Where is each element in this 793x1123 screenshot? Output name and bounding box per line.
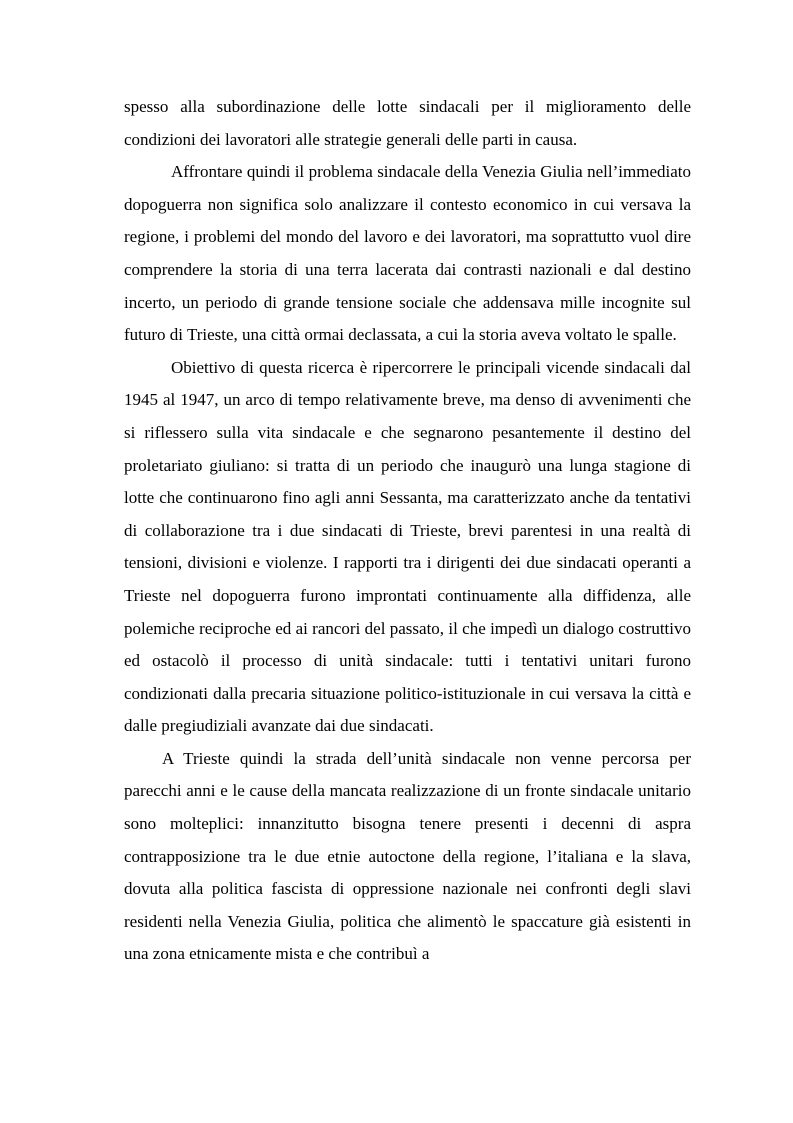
paragraph-problem-statement: Affrontare quindi il problema sindacale della Venezia Giulia nell’immediato dopoguerra non significa solo analizzare il contesto economico in cui versava la regione, i problemi del mondo del lavoro e dei lavoratori, ma soprattutto vuol dire comprendere la storia di una terra lacerata dai contrasti nazionali e dal destino incerto, un periodo di grande tensione sociale che addensava mille incognite sul futuro di Trieste, una città ormai declassata, a cui la storia aveva voltato le spalle. — [124, 162, 691, 345]
body-text — [124, 91, 691, 971]
paragraph-continuation: spesso alla subordinazione delle lotte sindacali per il miglioramento delle condizioni dei lavoratori alle strategie generali delle parti in causa. — [124, 97, 691, 149]
paragraph-trieste-unity: A Trieste quindi la strada dell’unità sindacale non venne percorsa per parecchi anni e le cause della mancata realizzazione di un fronte sindacale unitario sono molteplici: innanzitutto bisogna tenere presenti i decenni di aspra contrapposizione tra le due etnie autoctone della regione, l’italiana e la slava, dovuta alla politica fascista di oppressione nazionale nei confronti degli slavi residenti nella Venezia Giulia, politica che alimentò le spaccature già esistenti in una zona etnicamente mista e che contribuì a — [124, 748, 691, 964]
paragraph-research-objective: Obiettivo di questa ricerca è ripercorrere le principali vicende sindacali dal 1945 al 1947, un arco di tempo relativamente breve, ma denso di avvenimenti che si riflessero sulla vita sindacale e che segnarono pesantemente il destino del proletariato giuliano: si tratta di un periodo che inaugurò una lunga stagione di lotte che continuarono fino agli anni Sessanta, ma caratterizzato anche da tentativi di collaborazione tra i due sindacati di Trieste, brevi parentesi in una realtà di tensioni, divisioni e violenze. I rapporti tra i dirigenti dei due sindacati operanti a Trieste nel dopoguerra furono improntati continuamente alla diffidenza, alle polemiche reciproche ed ai rancori del passato, il che impedì un dialogo costruttivo ed ostacolò il processo di unità sindacale: tutti i tentativi unitari furono condizionati dalla precaria situazione politico-istituzionale in cui versava la città e dalle pregiudiziali avanzate dai due sindacati. — [124, 357, 691, 736]
